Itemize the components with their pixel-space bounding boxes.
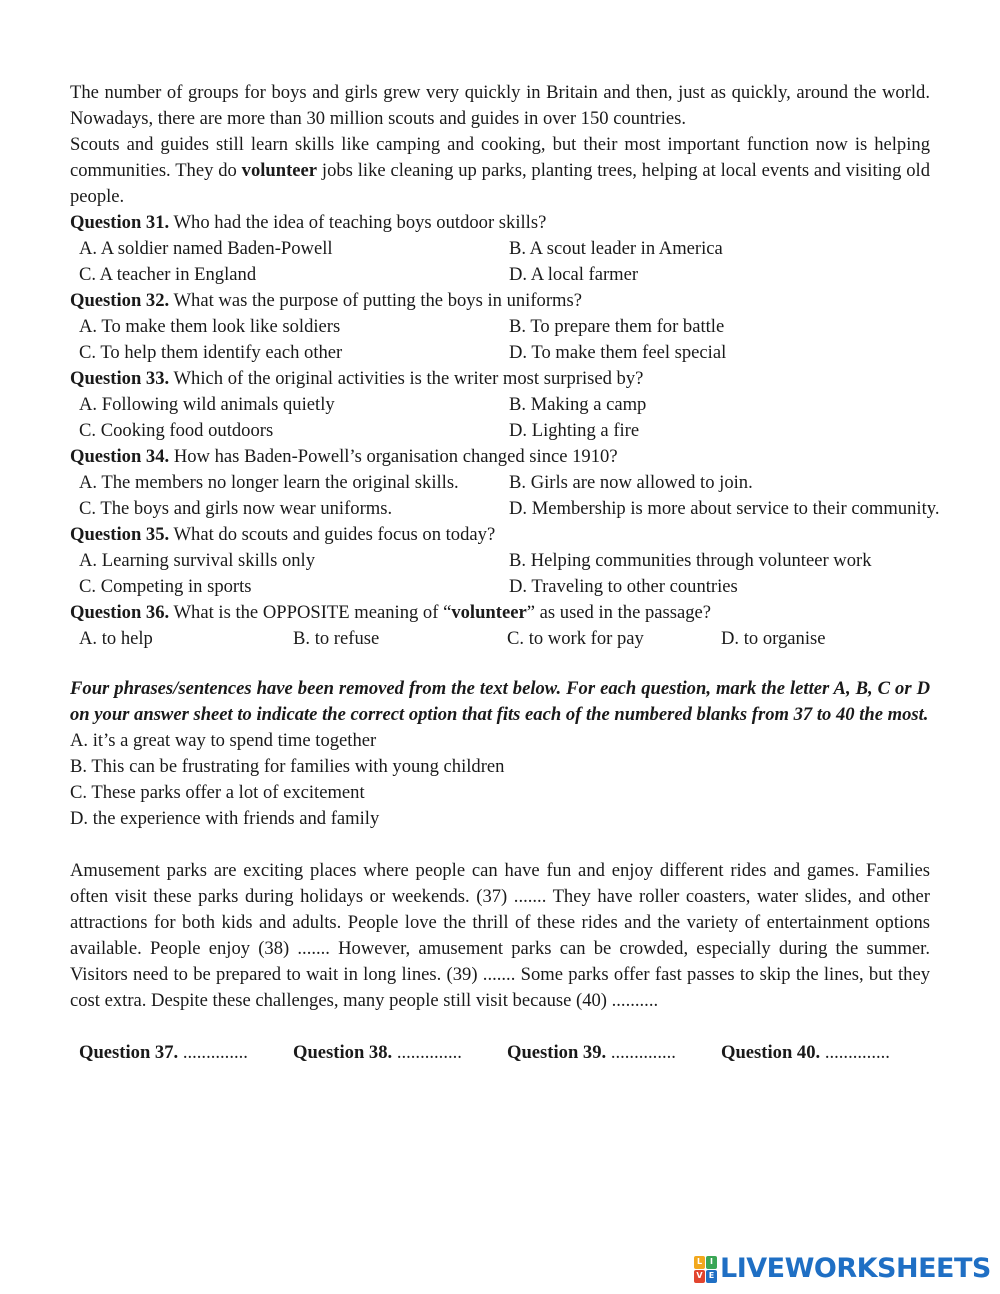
liveworksheets-logo-icon [694, 1256, 716, 1282]
question-36 [70, 600, 930, 652]
worksheet-page [70, 80, 940, 1066]
option-c[interactable]: C. Cooking food outdoors [79, 420, 274, 441]
option-c[interactable]: C. To help them identify each other [79, 342, 343, 363]
option-a[interactable]: A. to help [79, 628, 153, 649]
instruction-text: Four phrases/sentences have been removed from the text below. For each question, mark the letter A, B, C or D on your answer sheet to indicate the correct option that fits each of the numbered blanks from 37 to 40 the most. [70, 678, 930, 725]
answer-37[interactable] [79, 1040, 293, 1066]
option-d[interactable]: D. to organise [721, 628, 826, 649]
logo-icon-letter: L [694, 1256, 705, 1269]
phrase-a: A. it’s a great way to spend time together [70, 730, 377, 751]
logo-icon-letter: V [694, 1270, 705, 1283]
phrase-options [70, 728, 930, 832]
option-d[interactable]: D. To make them feel special [509, 342, 727, 363]
option-c[interactable]: C. The boys and girls now wear uniforms. [79, 498, 393, 519]
option-a[interactable]: A. The members no longer learn the original skills. [79, 472, 459, 493]
liveworksheets-logo [694, 1252, 991, 1286]
option-b[interactable]: B. A scout leader in America [509, 238, 723, 259]
question-34 [70, 444, 940, 522]
option-d[interactable]: D. Traveling to other countries [509, 576, 738, 597]
passage-text: jobs like cleaning up parks, planting trees, helping at local events and visiting old people. [70, 160, 930, 207]
phrase-c: C. These parks offer a lot of excitement [70, 782, 365, 803]
option-d[interactable]: D. Lighting a fire [509, 420, 640, 441]
question-label: Question 31. [70, 212, 170, 233]
question-35 [70, 522, 930, 600]
answer-blank[interactable]: .............. [178, 1042, 248, 1063]
logo-icon-letter: E [706, 1270, 717, 1283]
question-text: What is the OPPOSITE meaning of “ [169, 602, 452, 623]
answer-blanks [79, 1040, 930, 1066]
answer-label: Question 39. [507, 1042, 607, 1063]
answer-blank[interactable]: .............. [820, 1042, 890, 1063]
answer-39[interactable] [507, 1040, 721, 1066]
option-a[interactable]: A. Following wild animals quietly [79, 394, 335, 415]
option-a[interactable]: A. Learning survival skills only [79, 550, 316, 571]
question-bold-word: volunteer [451, 602, 527, 623]
question-32 [70, 288, 930, 366]
question-label: Question 36. [70, 602, 170, 623]
question-label: Question 33. [70, 368, 170, 389]
question-31 [70, 210, 930, 288]
passage-bold-word: volunteer [241, 160, 318, 181]
question-text: Who had the idea of teaching boys outdoor skills? [169, 212, 547, 233]
option-b[interactable]: B. to refuse [293, 628, 380, 649]
question-33 [70, 366, 930, 444]
answer-38[interactable] [293, 1040, 507, 1066]
question-text: Which of the original activities is the writer most surprised by? [169, 368, 644, 389]
amusement-park-passage: Amusement parks are exciting places where people can have fun and enjoy different rides and games. Families often visit these parks during holidays or weekends. (37) ....... They have roller coasters, water slides, and other attractions for both kids and adults. People love the thrill of these rides and the variety of entertainment options available. People enjoy (38) ....... However, amusement parks can be crowded, especially during the summer. Visitors need to be prepared to wait in long lines. (39) ....... Some parks offer fast passes to skip the lines, but they cost extra. Despite these challenges, many people still visit because (40) .......... [70, 860, 930, 1011]
answer-label: Question 38. [293, 1042, 393, 1063]
answer-40[interactable] [721, 1040, 935, 1066]
passage-paragraph-1: The number of groups for boys and girls grew very quickly in Britain and then, just as quickly, around the world. Nowadays, there are more than 30 million scouts and guides in over 150 countries. [70, 82, 930, 129]
option-a[interactable]: A. A soldier named Baden-Powell [79, 238, 333, 259]
option-b[interactable]: B. To prepare them for battle [509, 316, 725, 337]
phrase-d: D. the experience with friends and family [70, 808, 380, 829]
option-b[interactable]: B. Helping communities through volunteer work [509, 550, 872, 571]
option-b[interactable]: B. Making a camp [509, 394, 647, 415]
answer-label: Question 40. [721, 1042, 821, 1063]
answer-blank[interactable]: .............. [606, 1042, 676, 1063]
option-d[interactable]: D. Membership is more about service to their community. [509, 498, 940, 519]
option-a[interactable]: A. To make them look like soldiers [79, 316, 341, 337]
question-label: Question 32. [70, 290, 170, 311]
option-c[interactable]: C. A teacher in England [79, 264, 257, 285]
option-d[interactable]: D. A local farmer [509, 264, 639, 285]
passage-text: Scouts and guides still learn skills like camping and cooking, but their most important function now is helping communities. They do [70, 134, 930, 181]
option-b[interactable]: B. Girls are now allowed to join. [509, 472, 753, 493]
question-text: How has Baden-Powell’s organisation changed since 1910? [169, 446, 618, 467]
question-text: What was the purpose of putting the boys in uniforms? [169, 290, 582, 311]
question-text: What do scouts and guides focus on today? [169, 524, 496, 545]
question-label: Question 35. [70, 524, 170, 545]
option-c[interactable]: C. to work for pay [507, 628, 644, 649]
question-label: Question 34. [70, 446, 170, 467]
passage-paragraph-2 [70, 132, 930, 210]
logo-text: LIVEWORKSHEETS [720, 1253, 991, 1284]
answer-blank[interactable]: .............. [392, 1042, 462, 1063]
phrase-b: B. This can be frustrating for families with young children [70, 756, 505, 777]
logo-icon-letter: I [706, 1256, 717, 1269]
option-c[interactable]: C. Competing in sports [79, 576, 252, 597]
answer-label: Question 37. [79, 1042, 179, 1063]
question-text: ” as used in the passage? [526, 602, 712, 623]
